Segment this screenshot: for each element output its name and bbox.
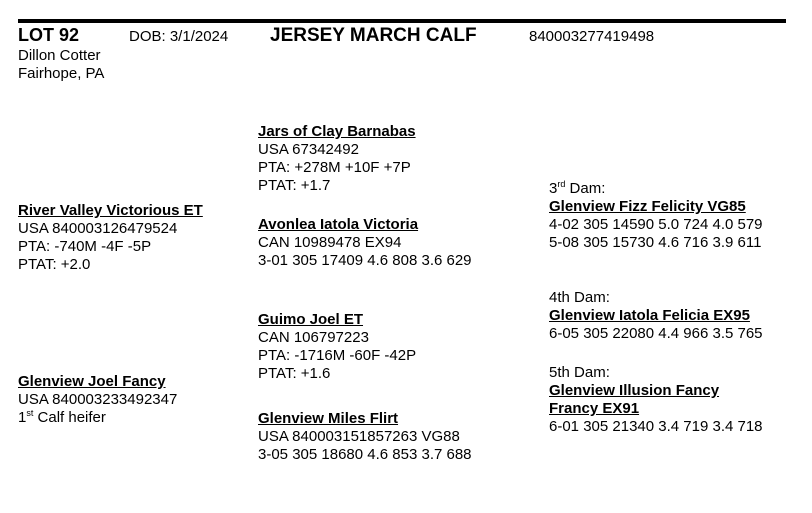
dam-note-text: Calf heifer <box>33 409 106 426</box>
dam-block <box>18 373 177 427</box>
fourth-dam-name: Glenview Iatola Felicia EX95 <box>549 307 750 324</box>
third-dam-record-1: 4-02 305 14590 5.0 724 4.0 579 <box>549 216 763 233</box>
dam-sire-registration: CAN 106797223 <box>258 329 369 346</box>
fourth-dam-label: 4th Dam: <box>549 289 610 306</box>
sire-sire-registration: USA 67342492 <box>258 141 359 158</box>
dam-dam-name: Glenview Miles Flirt <box>258 410 399 427</box>
owner-name: Dillon Cotter <box>18 47 101 64</box>
dam-sire-pta: PTA: -1716M -60F -42P <box>258 347 417 364</box>
dam-registration: USA 840003233492347 <box>18 391 178 408</box>
dam-note <box>18 409 177 427</box>
dam-dam-registration: USA 840003151857263 VG88 <box>258 428 460 445</box>
fourth-dam-record: 6-05 305 22080 4.4 966 3.5 765 <box>549 325 763 342</box>
sire-dam-name: Avonlea Iatola Victoria <box>258 216 419 233</box>
sire-sire-block <box>258 123 416 195</box>
sire-dam-block <box>258 216 472 270</box>
owner-location: Fairhope, PA <box>18 65 105 82</box>
fifth-dam-name-line-2: Francy EX91 <box>549 400 640 417</box>
third-dam-record-2: 5-08 305 15730 4.6 716 3.9 611 <box>549 234 762 251</box>
fifth-dam-label: 5th Dam: <box>549 364 610 381</box>
sire-sire-pta: PTA: +278M +10F +7P <box>258 159 411 176</box>
sire-ptat: PTAT: +2.0 <box>18 256 91 273</box>
sire-pta: PTA: -740M -4F -5P <box>18 238 152 255</box>
fifth-dam-record: 6-01 305 21340 3.4 719 3.4 718 <box>549 418 763 435</box>
date-of-birth: DOB: 3/1/2024 <box>129 28 229 45</box>
dam-dam-record: 3-05 305 18680 4.6 853 3.7 688 <box>258 446 472 463</box>
owner-info <box>18 47 104 83</box>
third-dam-label <box>549 180 763 198</box>
dam-sire-name: Guimo Joel ET <box>258 311 364 328</box>
third-dam-name: Glenview Fizz Felicity VG85 <box>549 198 746 215</box>
header-rule <box>18 19 786 23</box>
third-dam-label-suffix: rd <box>557 179 566 189</box>
sire-block <box>18 202 203 274</box>
sire-sire-name: Jars of Clay Barnabas <box>258 123 416 140</box>
sire-sire-ptat: PTAT: +1.7 <box>258 177 331 194</box>
sire-dam-registration: CAN 10989478 EX94 <box>258 234 402 251</box>
dam-sire-ptat: PTAT: +1.6 <box>258 365 331 382</box>
fifth-dam-block <box>549 364 763 436</box>
page-title: JERSEY MARCH CALF <box>270 25 477 46</box>
sire-dam-record: 3-01 305 17409 4.6 808 3.6 629 <box>258 252 472 269</box>
third-dam-block <box>549 180 763 252</box>
fourth-dam-block <box>549 289 763 343</box>
dam-sire-block <box>258 311 416 383</box>
dam-dam-block <box>258 410 472 464</box>
fifth-dam-name-line-1: Glenview Illusion Fancy <box>549 382 720 399</box>
registration-number: 840003277419498 <box>529 28 655 45</box>
third-dam-label-text: Dam: <box>565 180 606 197</box>
dam-name: Glenview Joel Fancy <box>18 373 166 390</box>
sire-name: River Valley Victorious ET <box>18 202 203 219</box>
lot-number: LOT 92 <box>18 25 80 45</box>
third-dam-label-number: 3 <box>549 180 558 197</box>
dam-note-suffix: st <box>26 408 34 418</box>
sire-registration: USA 840003126479524 <box>18 220 178 237</box>
dam-note-number: 1 <box>18 409 27 426</box>
